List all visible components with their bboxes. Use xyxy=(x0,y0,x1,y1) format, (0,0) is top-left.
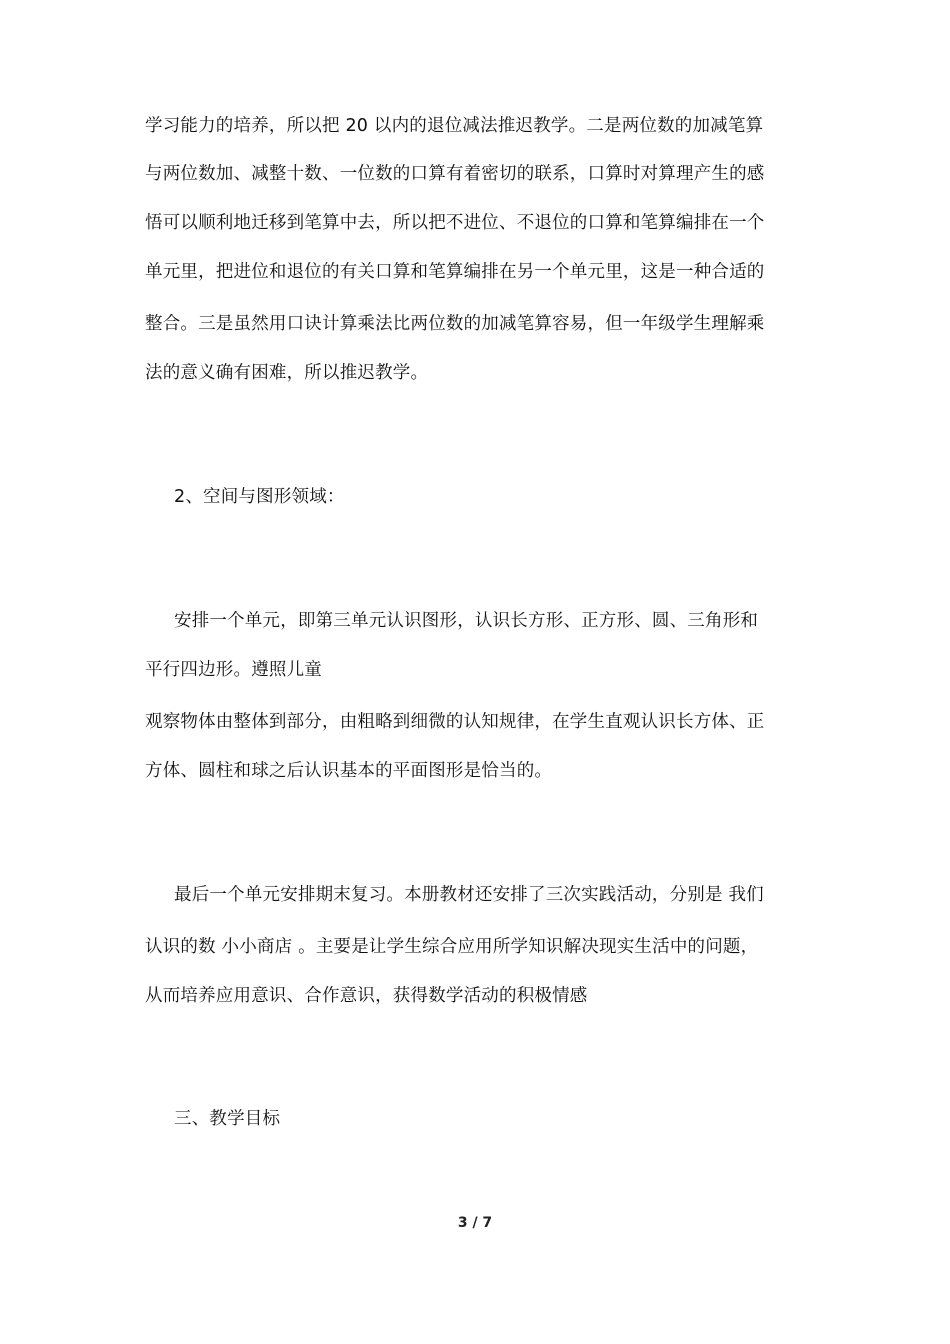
text-line: 安排一个单元，即第三单元认识图形，认识长方形、正方形、圆、三角形和 xyxy=(174,611,759,631)
text-line: 法的意义确有困难，所以推迟教学。 xyxy=(145,363,429,383)
text-line: 最后一个单元安排期末复习。本册教材还安排了三次实践活动，分别是 我们 xyxy=(174,885,764,905)
text-line: 学习能力的培养，所以把 20 以内的退位减法推迟教学。二是两位数的加减笔算 xyxy=(145,116,764,136)
text-line: 单元里，把进位和退位的有关口算和笔算编排在另一个单元里，这是一种合适的 xyxy=(145,262,765,282)
text-line: 与两位数加、减整十数、一位数的口算有着密切的联系，口算时对算理产生的感 xyxy=(145,164,765,184)
page-number-indicator: 3 / 7 xyxy=(457,1215,493,1231)
text-line: 平行四边形。遵照儿童 xyxy=(145,660,322,680)
text-line: 方体、圆柱和球之后认识基本的平面图形是恰当的。 xyxy=(145,761,553,781)
section-heading-space-geometry: 2、空间与图形领域： xyxy=(174,487,345,507)
text-line: 整合。三是虽然用口诀计算乘法比两位数的加减笔算容易，但一年级学生理解乘 xyxy=(145,314,765,334)
text-line: 从而培养应用意识、合作意识，获得数学活动的积极情感 xyxy=(145,986,588,1006)
text-line: 认识的数 小小商店 。主要是让学生综合应用所学知识解决现实生活中的问题， xyxy=(145,937,759,957)
text-line: 悟可以顺利地迁移到笔算中去，所以把不进位、不退位的口算和笔算编排在一个 xyxy=(145,213,765,233)
text-line: 观察物体由整体到部分，由粗略到细微的认知规律，在学生直观认识长方体、正 xyxy=(145,712,765,732)
section-heading-teaching-goals: 三、教学目标 xyxy=(174,1109,281,1129)
